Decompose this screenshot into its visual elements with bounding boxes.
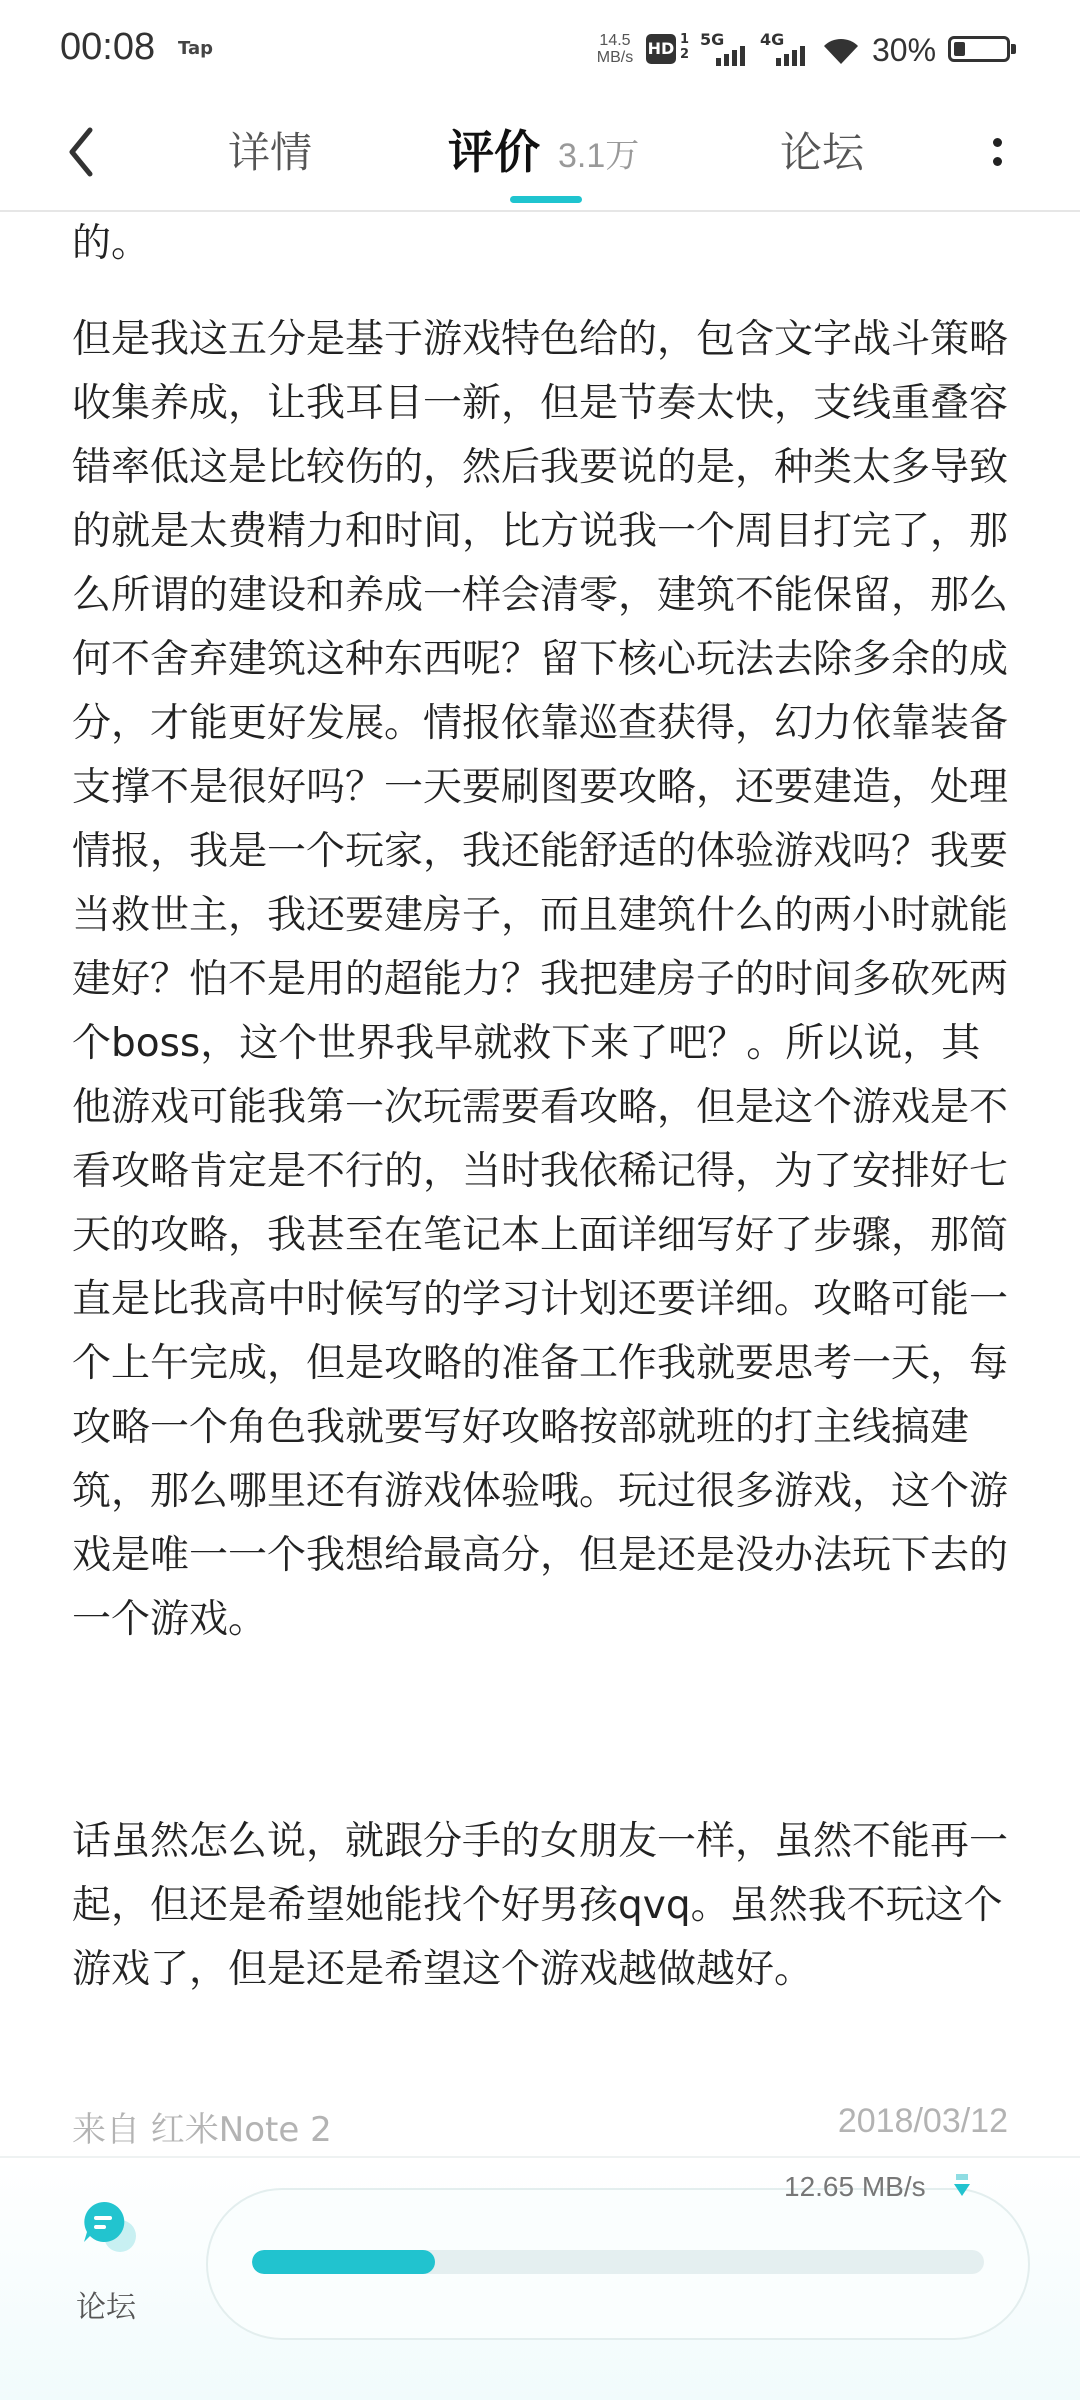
net-speed-unit: MB/s [596,49,634,66]
signal-4g-icon [760,30,810,66]
more-options-icon[interactable] [980,124,1014,184]
signal-5g-icon [700,30,750,66]
back-arrow-icon[interactable] [62,122,102,182]
tab-forum[interactable]: 论坛 [780,128,865,177]
download-progress-fill [252,2250,435,2274]
review-paragraph-2: 话虽然怎么说，就跟分手的女朋友一样，虽然不能再一起，但还是希望她能找个好男孩qvq。虽然我不玩这个游戏了，但是还是希望这个游戏越做越好。 [72,1819,1009,1992]
battery-icon [948,36,1010,62]
signal-4g-label: 4G [760,30,785,49]
net-speed-value: 14.5 [599,32,631,49]
download-progress-track [252,2250,984,2274]
tab-review[interactable]: 评价 [448,125,540,179]
app-tag: Tap [178,38,213,59]
bottom-bar [0,2156,1080,2400]
download-arrow-icon [952,2174,972,2200]
status-bar [0,0,1080,100]
review-date: 2018/03/12 [837,2102,1008,2140]
chat-bubble-icon[interactable] [78,2196,142,2260]
forum-label[interactable]: 论坛 [76,2290,136,2325]
review-source: 来自 红米Note 2 [72,2110,332,2150]
active-tab-indicator [510,196,582,203]
hd-voice-icon: HD [646,34,676,64]
tab-detail[interactable]: 详情 [228,128,313,177]
battery-percent: 30% [872,32,937,68]
review-count: 3.1万 [558,137,640,175]
net-speed [592,32,638,66]
download-speed: 12.65 MB/s [784,2171,926,2202]
battery-tip [1011,44,1016,54]
hd-sim-numbers: 1 2 [680,32,690,62]
download-panel[interactable] [206,2188,1030,2340]
top-nav [0,100,1080,212]
review-paragraph-1: 但是我这五分是基于游戏特色给的，包含文字战斗策略收集养成，让我耳目一新，但是节奏太快，支线重叠容错率低这是比较伤的，然后我要说的是，种类太多导致的就是太费精力和时间，比方说我一个周目打完了，那么所谓的建设和养成一样会清零，建筑不能保留，那么何不舍弃建筑这种东西呢？留下核心玩法去除多余的成分，才能更好发展。情报依靠巡查获得，幻力依靠装备支撑不是很好吗？一天要刷图要攻略，还要建造，处理情报，我是一个玩家，我还能舒适的体验游戏吗？我要当救世主，我还要建房子，而且建筑什么的两小时就能建好？怕不是用的超能力？我把建房子的时间多砍死两个boss，这个世界我早就救下来了吧？。所以说，其他游戏可能我第一次玩需要看攻略，但是这个游戏是不看攻略肯定是不行的，当时我依稀记得，为了安排好七天的攻略，我甚至在笔记本上面详细写好了步骤，那简直是比我高中时候写的学习计划还要详细。攻略可能一个上午完成，但是攻略的准备工作我就要思考一天，每攻略一个角色我就要写好攻略按部就班的打主线搞建筑，那么哪里还有游戏体验哦。玩过很多游戏，这个游戏是唯一一个我想给最高分，但是还是没办法玩下去的一个游戏。 [72,317,1009,1642]
review-paragraph-0: 的。 [72,221,151,266]
signal-5g-label: 5G [700,30,725,49]
wifi-icon [820,36,862,66]
status-time: 00:08 [60,26,156,68]
